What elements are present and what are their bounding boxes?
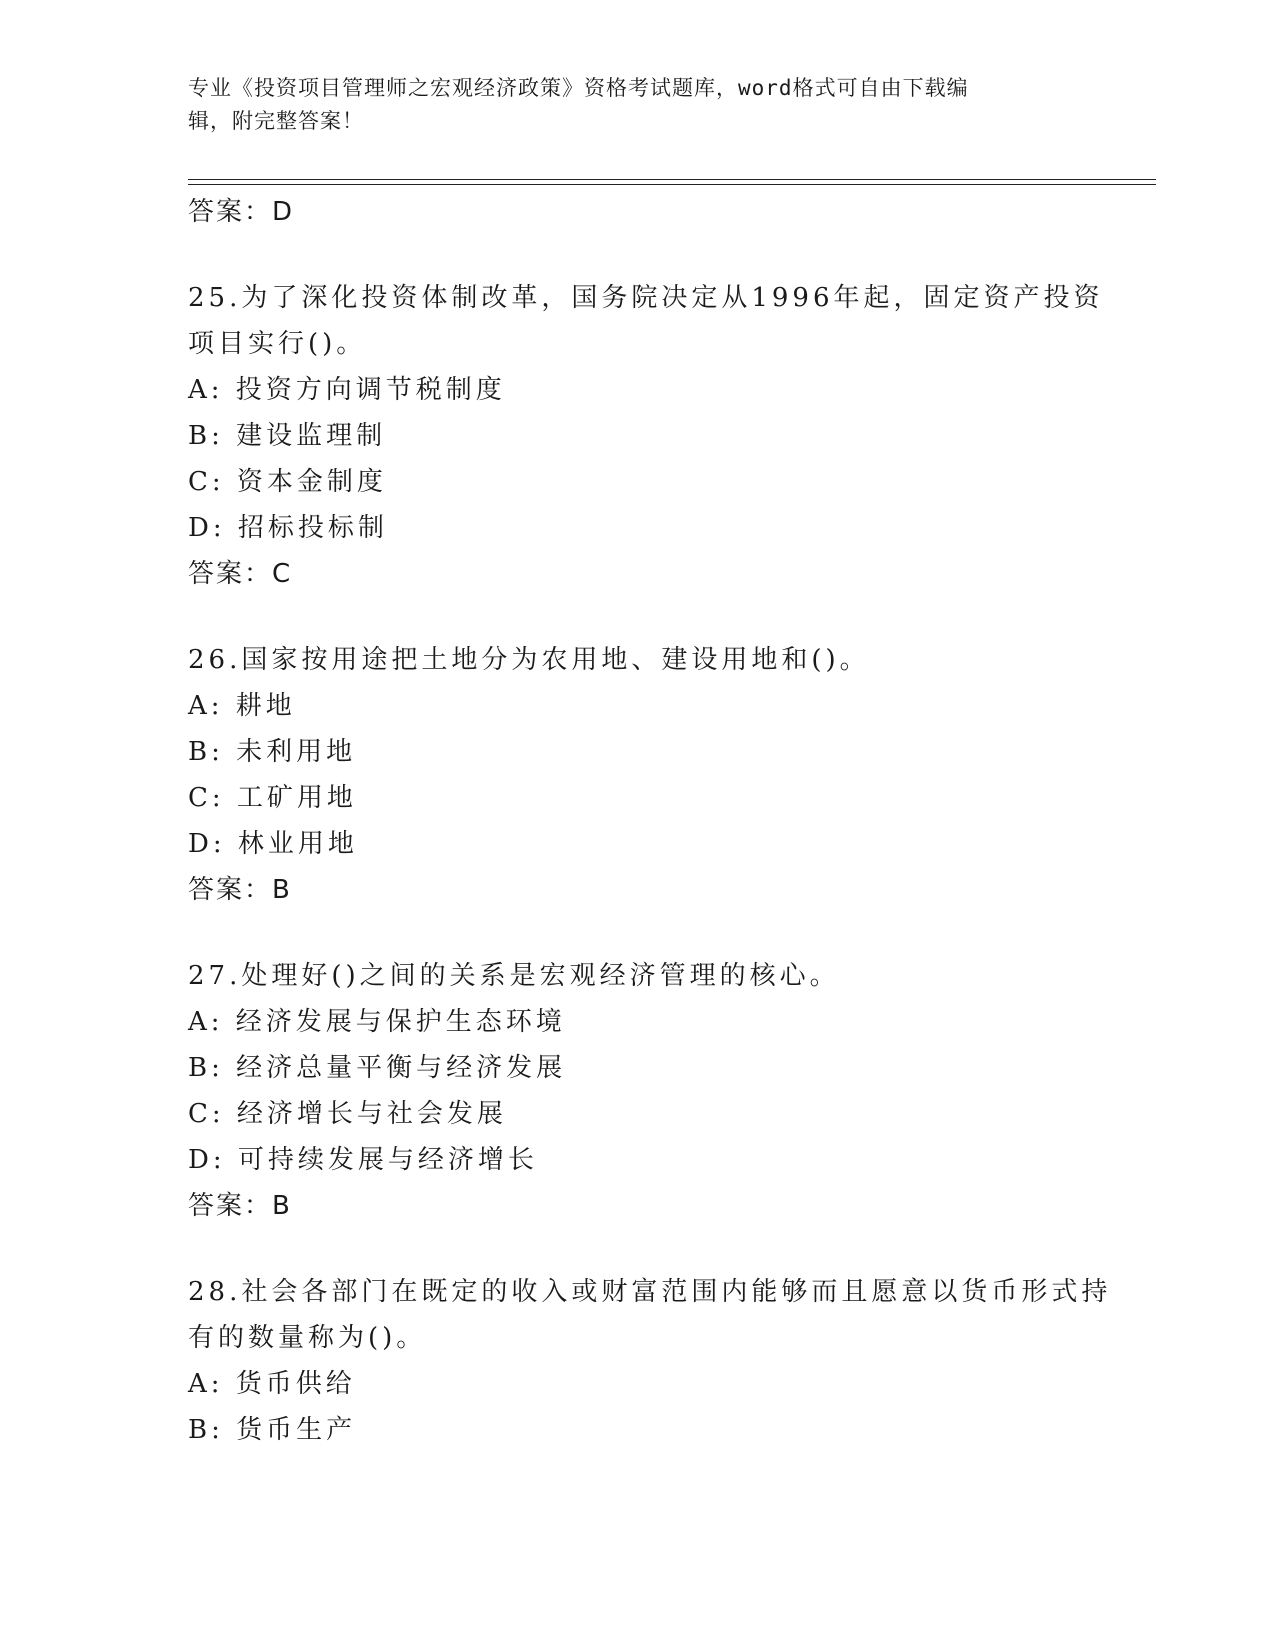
question-25 bbox=[188, 275, 1104, 597]
question-stem-line: 项目实行()。 bbox=[188, 329, 367, 359]
option-a: A: 投资方向调节税制度 bbox=[188, 375, 506, 405]
option-b: B: 经济总量平衡与经济发展 bbox=[188, 1053, 567, 1083]
question-stem-line: 28.社会各部门在既定的收入或财富范围内能够而且愿意以货币形式持 bbox=[188, 1277, 1112, 1307]
option-a: A: 耕地 bbox=[188, 691, 296, 721]
option-b: B: 未利用地 bbox=[188, 737, 357, 767]
question-list bbox=[188, 189, 1112, 1453]
answer-line: 答案：B bbox=[188, 1191, 292, 1221]
question-stem-line: 27.处理好()之间的关系是宏观经济管理的核心。 bbox=[188, 961, 840, 991]
question-27 bbox=[188, 953, 1088, 1229]
header-note-line-2: 辑，附完整答案！ bbox=[188, 109, 364, 133]
option-c: C: 资本金制度 bbox=[188, 467, 387, 497]
option-d: D: 林业用地 bbox=[188, 829, 358, 859]
answer-line: 答案：D bbox=[188, 197, 295, 227]
option-a: A: 经济发展与保护生态环境 bbox=[188, 1007, 566, 1037]
header-note-line-1: 专业《投资项目管理师之宏观经济政策》资格考试题库，word格式可自由下载编 bbox=[188, 76, 969, 100]
header-divider-bottom bbox=[188, 184, 1156, 185]
option-a: A: 货币供给 bbox=[188, 1369, 356, 1399]
header-note bbox=[188, 72, 1068, 138]
question-stem-line: 25.为了深化投资体制改革，国务院决定从1996年起，固定资产投资 bbox=[188, 283, 1104, 313]
question-28 bbox=[188, 1269, 1112, 1453]
answer-line: 答案：B bbox=[188, 875, 292, 905]
question-stem-line: 26.国家按用途把土地分为农用地、建设用地和()。 bbox=[188, 645, 870, 675]
option-b: B: 货币生产 bbox=[188, 1415, 357, 1445]
option-c: C: 工矿用地 bbox=[188, 783, 357, 813]
question-stem-line: 有的数量称为()。 bbox=[188, 1323, 427, 1353]
option-d: D: 可持续发展与经济增长 bbox=[188, 1145, 538, 1175]
option-d: D: 招标投标制 bbox=[188, 513, 388, 543]
header-divider-top bbox=[188, 179, 1156, 180]
question-26 bbox=[188, 637, 1088, 913]
answer-line: 答案：C bbox=[188, 559, 293, 589]
option-b: B: 建设监理制 bbox=[188, 421, 387, 451]
option-c: C: 经济增长与社会发展 bbox=[188, 1099, 507, 1129]
